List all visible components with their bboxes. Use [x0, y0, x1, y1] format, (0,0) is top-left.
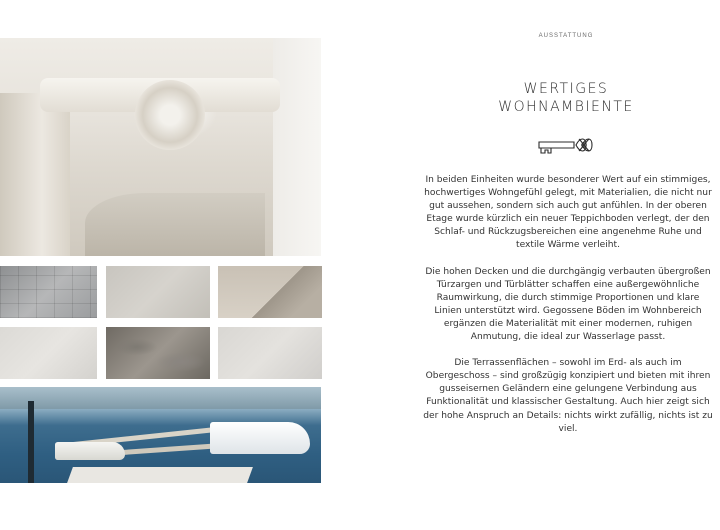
- section-kicker: AUSSTATTUNG: [538, 33, 594, 39]
- key-icon: [536, 133, 594, 157]
- title-line-1: WERTIGES: [523, 81, 609, 97]
- fireplace-photo: [0, 38, 321, 256]
- paragraph-3: Die Terrassenflächen – sowohl im Erd- als auch im Obergeschoss – sind großzügig konzipiert und bieten mit ihren gusseisernen Geländern eine gelungene Verbindung aus Funktionalität und klassischer Gestaltung. Auch hier zeigt sich der hohe Anspruch an Details: nichts wirkt zufällig, nichts ist zu viel.: [423, 358, 713, 434]
- cast-floor-sample: [218, 327, 322, 379]
- stone-surface-sample: [106, 266, 210, 318]
- paragraph-1: In beiden Einheiten wurde besonderer Wert auf ein stimmiges, hochwertiges Wohngefühl gelegt, mit Materialien, die nicht nur gut aussehen, sondern sich auch gut anfühlen. In der oberen Etage wurde kürzlich ein neuer Teppichboden verlegt, der den Schlaf- und Rückzugsbereichen eine angenehme Ruhe und textile Wärme verleiht.: [424, 175, 712, 251]
- marina-photo: [0, 387, 321, 483]
- body-text: [423, 174, 713, 449]
- carpet-pattern-sample: [106, 327, 210, 379]
- wood-floor-sample: [218, 266, 322, 318]
- paragraph-2: Die hohen Decken und die durchgängig verbauten übergroßen Türzargen und Türblätter schaffen eine außergewöhnliche Raumwirkung, die durch stimmige Proportionen und klare Linien unterstützt wird. Gegossene Böden im Wohnbereich ergänzen die Materialität mit einer modernen, ruhigen Anmutung, die ideal zur Wasserlage passt.: [425, 266, 711, 343]
- plaster-surface-sample: [0, 327, 97, 379]
- title-line-2: WOHNAMBIENTE: [498, 99, 634, 115]
- page-title: [420, 80, 712, 116]
- paving-stone-sample: [0, 266, 97, 318]
